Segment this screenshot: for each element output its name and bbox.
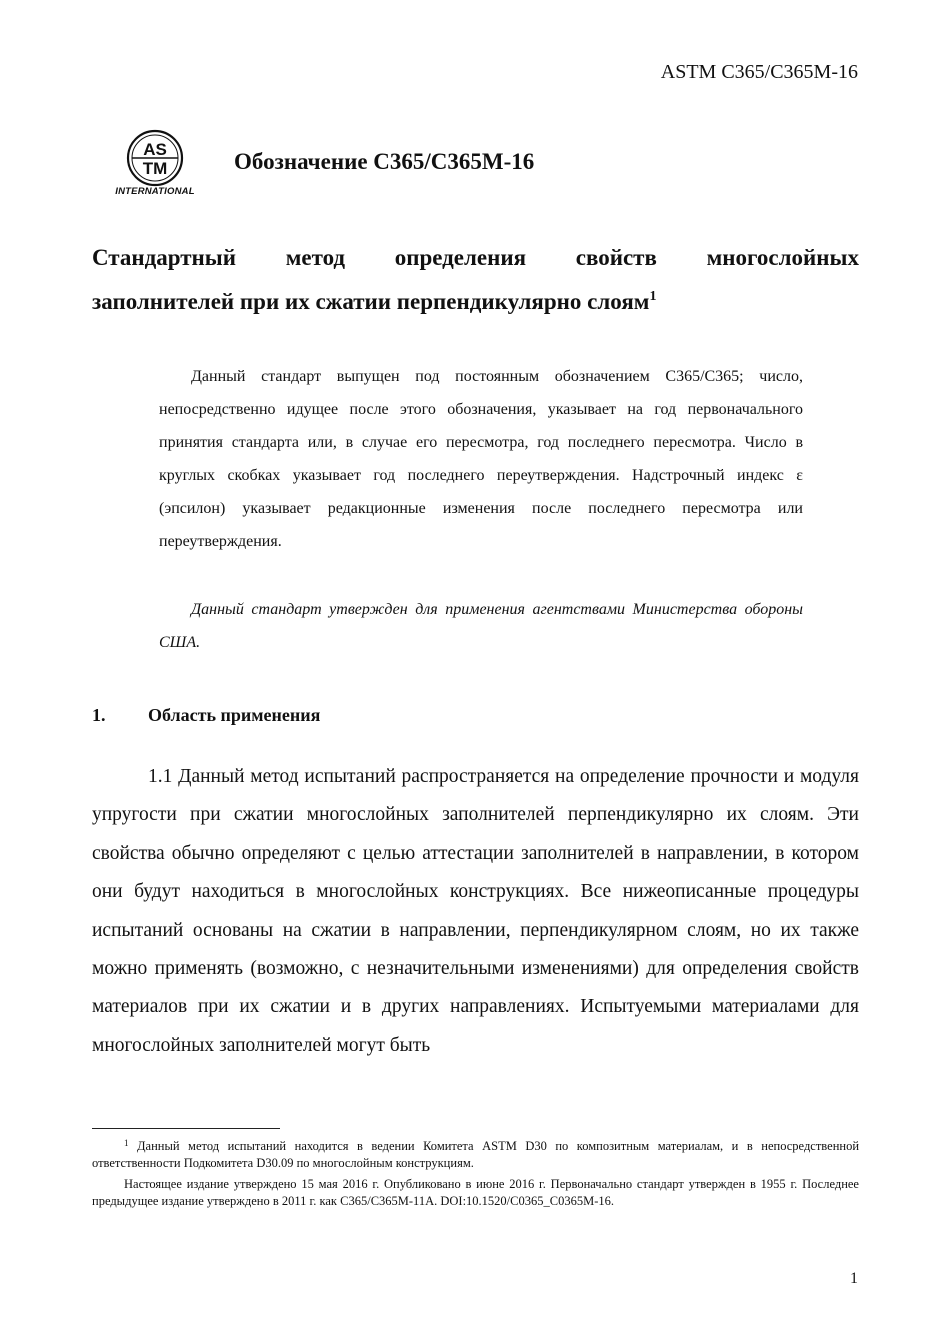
title-word: многослойных	[706, 245, 859, 270]
astm-logo	[112, 128, 198, 200]
section-1-heading	[92, 702, 320, 728]
title-word: определения	[394, 245, 527, 270]
title-line-2-text: заполнителей при их сжатии перпендикулярно слоям	[92, 289, 650, 314]
document-title	[92, 236, 859, 324]
footnote-marker: 1	[124, 1138, 129, 1148]
standard-notice: Данный стандарт выпущен под постоянным обозначением C365/C365; число, непосредственно идущее после этого обозначения, указывает на год первоначального принятия стандарта или, в случае его пересмотра, год последнего пересмотра. Число в круглых скобках указывает год последнего переутверждения. Надстрочный индекс ε (эпсилон) указывает редакционные изменения после последнего пересмотра или переутверждения.	[159, 368, 803, 550]
svg-text:AS: AS	[143, 140, 167, 159]
paragraph-1-1: 1.1 Данный метод испытаний распространяется на определение прочности и модуля упругости при сжатии многослойных заполнителей перпендикулярно их слоям. Эти свойства обычно определяют с целью аттестации заполнителей в направлении, в котором они будут находиться в многослойных конструкциях. Все нижеописанные процедуры испытаний основаны на сжатии в направлении, перпендикулярном слоям, но их также можно применять (возможно, с незначительными изменениями) для определения свойств материалов при их сжатии и в других направлениях. Испытуемыми материалами для многослойных заполнителей могут быть	[92, 766, 859, 1056]
section-title: Область применения	[148, 705, 321, 725]
title-line-2	[92, 280, 859, 324]
footnote-1	[92, 1138, 859, 1172]
section-number: 1.	[92, 705, 106, 725]
svg-text:TM: TM	[142, 159, 168, 178]
title-word: метод	[285, 245, 346, 270]
logo-caption: INTERNATIONAL	[115, 186, 195, 197]
title-word: свойств	[575, 245, 657, 270]
page-number: 1	[850, 1270, 858, 1287]
title-footnote-marker: 1	[649, 289, 657, 304]
footnote-edition: Настоящее издание утверждено 15 мая 2016 г. Опубликовано в июне 2016 г. Первоначально стандарт утвержден в 1955 г. Последнее предыдущее издание утверждено в 2011 г. как C365/C365M-11A. DOI:10.1520/C0365_C0365M-16.	[92, 1177, 859, 1208]
document-id-header: ASTM C365/C365M-16	[660, 61, 858, 83]
title-line-1	[92, 236, 859, 280]
astm-logo-icon	[112, 128, 198, 188]
footnote-1-text: Данный метод испытаний находится в ведении Комитета ASTM D30 по композитным материалам, и в непосредственной ответственности Подкомитета D30.09 по многослойным конструкциям.	[92, 1139, 860, 1170]
footnote-divider	[92, 1128, 280, 1129]
dod-approval-notice: Данный стандарт утвержден для применения агентствами Министерства обороны США.	[159, 601, 803, 651]
designation-title: Обозначение C365/C365M-16	[234, 149, 535, 174]
title-word: Стандартный	[92, 245, 237, 270]
